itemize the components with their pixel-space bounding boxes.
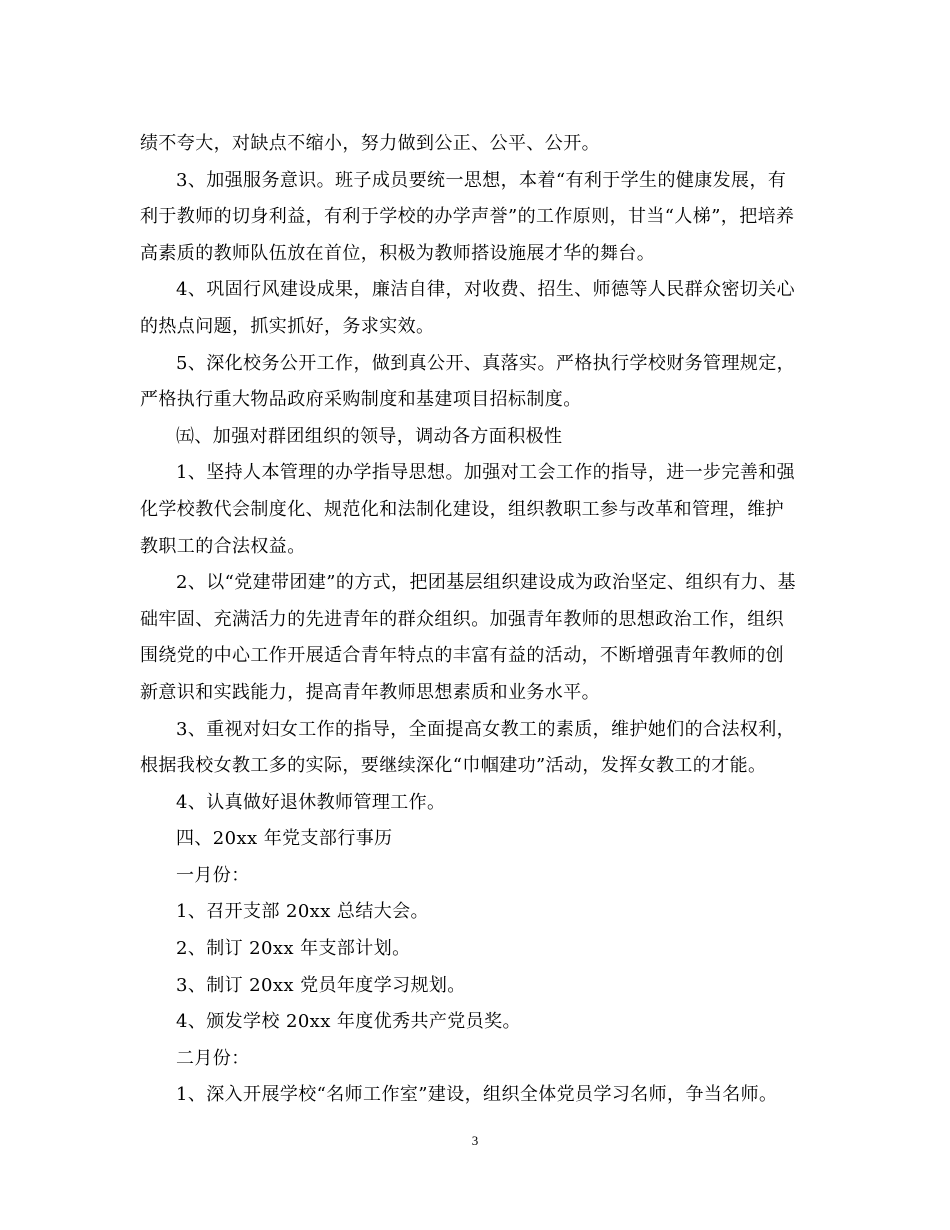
list-item: 3、制订 20xx 党员年度学习规划。 [176,974,466,996]
text-line: 4、巩固行风建设成果，廉洁自律，对收费、招生、师德等人民群众密切关心 [176,279,796,301]
text-line: 教职工的合法权益。 [140,535,306,557]
document-body [140,126,800,1114]
text-line: 1、坚持人本管理的办学指导思想。加强对工会工作的指导，进一步完善和强 [176,462,796,484]
text-line: 新意识和实践能力，提高青年教师思想素质和业务水平。 [140,681,600,703]
text-line: 3、重视对妇女工作的指导，全面提高女教工的素质，维护她们的合法权利， [176,718,796,740]
month-heading: 二月份： [176,1047,250,1069]
page-number: 3 [471,1133,479,1148]
list-item: 1、深入开展学校“名师工作室”建设，组织全体党员学习名师，争当名师。 [176,1084,778,1106]
section-heading: ㈤、加强对群团组织的领导，调动各方面积极性 [176,425,563,447]
text-line: 严格执行重大物品政府采购制度和基建项目招标制度。 [140,389,582,411]
text-line: 的热点问题，抓实抓好，务求实效。 [140,315,435,337]
text-line: 2、以“党建带团建”的方式，把团基层组织建设成为政治坚定、组织有力、基 [176,572,796,594]
text-line: 根据我校女教工多的实际，要继续深化“巾帼建功”活动，发挥女教工的才能。 [140,755,767,777]
text-line: 础牢固、充满活力的先进青年的群众组织。加强青年教师的思想政治工作，组织 [140,608,784,630]
text-line: 3、加强服务意识。班子成员要统一思想，本着“有利于学生的健康发展，有 [176,169,787,191]
section-heading: 四、20xx 年党支部行事历 [176,828,393,850]
text-line: 利于教师的切身利益，有利于学校的办学声誉”的工作原则，甘当“人梯”，把培养 [140,206,795,228]
list-item: 1、召开支部 20xx 总结大会。 [176,901,429,923]
text-line: 5、深化校务公开工作，做到真公开、真落实。严格执行学校财务管理规定， [176,352,796,374]
text-line: 4、认真做好退休教师管理工作。 [176,791,446,813]
list-item: 2、制订 20xx 年支部计划。 [176,938,411,960]
text-line: 绩不夸大，对缺点不缩小，努力做到公正、公平、公开。 [140,133,600,154]
month-heading: 一月份： [176,864,250,886]
text-line: 围绕党的中心工作开展适合青年特点的丰富有益的活动，不断增强青年教师的创 [140,645,784,667]
list-item: 4、颁发学校 20xx 年度优秀共产党员奖。 [176,1011,521,1033]
text-line: 高素质的教师队伍放在首位，积极为教师搭设施展才华的舞台。 [140,242,656,264]
text-line: 化学校教代会制度化、规范化和法制化建设，组织教职工参与改革和管理，维护 [140,498,784,520]
